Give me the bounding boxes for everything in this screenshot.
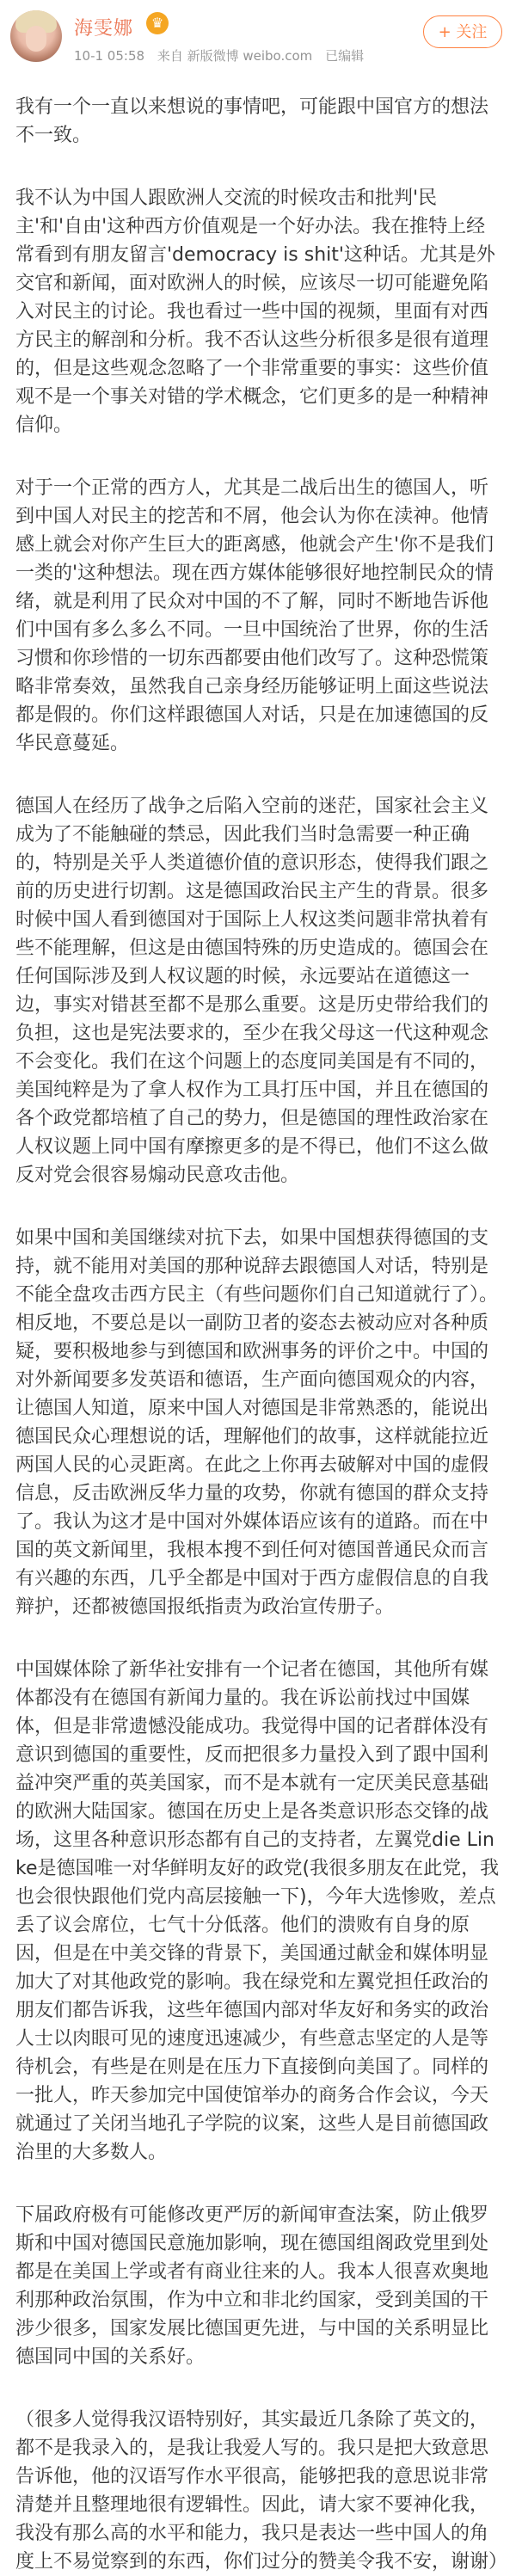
- post-paragraph: 德国人在经历了战争之后陷入空前的迷茫，国家社会主义成为了不能触碰的禁忌，因此我们当时急需要一种正确的，特别是关乎人类道德价值的意识形态，使得我们跟之前的历史进行切割。这是德国政治民主产生的背景。很多时候中国人看到德国对于国际上人权这类问题非常执着有些不能理解，但这是由德国特殊的历史造成的。德国会在任何国际涉及到人权议题的时候，永远要站在道德这一边，事实对错甚至都不是那么重要。这是历史带给我们的负担，这也是宪法要求的，至少在我父母这一代这种观念不会变化。我们在这个问题上的态度同美国是有不同的，美国纯粹是为了拿人权作为工具打压中国，并且在德国的各个政党都培植了自己的势力，但是德国的理性政治家在人权议题上同中国有摩擦更多的是不得已，他们不这么做反对党会很容易煽动民意攻击他。: [15, 796, 489, 1186]
- username-link[interactable]: 海雯娜: [74, 18, 134, 40]
- post-body: [0, 69, 516, 2576]
- follow-button[interactable]: + 关注: [423, 15, 502, 48]
- avatar-face: [26, 26, 46, 52]
- post-paragraph: （很多人觉得我汉语特别好，其实最近几条除了英文的，都不是我录入的，是我让我爱人写的。我只是把大致意思告诉他，他的汉语写作水平很高，能够把我的意思说非常清楚并且整理地很有逻辑性。因此，请大家不要神化我，我没有那么高的水平和能力，我只是表达一些中国人的角度上不易觉察到的东西，你们过分的赞美令我不安，谢谢）: [15, 2409, 508, 2573]
- post-time[interactable]: 10-1 05:58: [74, 48, 145, 64]
- post-source: 来自 新版微博 weibo.com: [157, 48, 313, 64]
- post-paragraph: 我不认为中国人跟欧洲人交流的时候攻击和批判'民主'和'自由'这种西方价值观是一个好办法。我在推特上经常看到有朋友留言'democracy is shit'这种话。尤其是外交官和新闻，面对欧洲人的时候，应该尽一切可能避免陷入对民主的讨论。我也看过一些中国的视频，里面有对西方民主的解剖和分析。我不否认这些分析很多是很有道理的，但是这些观念忽略了一个非常重要的事实：这些价值观不是一个事关对错的学术概念，它们更多的是一种精神信仰。: [15, 188, 495, 436]
- post-meta: [74, 46, 372, 65]
- post-paragraph: 对于一个正常的西方人，尤其是二战后出生的德国人，听到中国人对民主的挖苦和不屑，他会认为你在渎神。他情感上就会对你产生巨大的距离感，他就会产生'你不是我们一类的'这种想法。现在西方媒体能够很好地控制民众的情绪，就是利用了民众对中国的不了解，同时不断地告诉他们中国有多么多么不同。一旦中国统治了世界，你的生活习惯和你珍惜的一切东西都要由他们改写了。这种恐慌策略非常奏效，虽然我自己亲身经历能够证明上面这些说法都是假的。你们这样跟德国人对话，只是在加速德国的反华民意蔓延。: [15, 477, 494, 754]
- post-paragraph: 中国媒体除了新华社安排有一个记者在德国，其他所有媒体都没有在德国有新闻力量的。我在诉讼前找过中国媒体，但是非常遗憾没能成功。我觉得中国的记者群体没有意识到德国的重要性，反而把很多力量投入到了跟中国利益冲突严重的英美国家，而不是本就有一定厌美民意基础的欧洲大陆国家。德国在历史上是各类意识形态交锋的战场，这里各种意识形态都有自己的支持者，左翼党die Linke是德国唯一对华鲜明友好的政党(我很多朋友在此党，我也会很快跟他们党内高层接触一下)，今年大选惨败，差点丢了议会席位，七气十分低落。他们的溃败有自身的原因，但是在中美交锋的背景下，美国通过献金和媒体明显加大了对其他政党的影响。我在绿党和左翼党担任政治的朋友们都告诉我，这些年德国内部对华友好和务实的政治人士以肉眼可见的速度迅速减少，有些意志坚定的人是等待机会，有些是在则是在压力下直接倒向美国了。同样的一批人，昨天参加完中国使馆举办的商务合作会议，今天就通过了关闭当地孔子学院的议案，这些人是目前德国政治里的大多数人。: [15, 1659, 500, 2163]
- post-paragraph: 我有一个一直以来想说的事情吧，可能跟中国官方的想法不一致。: [15, 96, 489, 146]
- crown-icon: ♛: [146, 12, 169, 34]
- post-paragraph: 下届政府极有可能修改更严厉的新闻审查法案，防止俄罗斯和中国对德国民意施加影响，现在德国组阁政党里到处都是在美国上学或者有商业往来的人。我本人很喜欢奥地利那种政治氛围，作为中立和非北约国家，受到美国的干涉少很多，国家发展比德国更先进，与中国的关系明显比德国同中国的关系好。: [15, 2204, 489, 2368]
- avatar[interactable]: [10, 10, 62, 62]
- post-header: [0, 0, 516, 69]
- edited-label[interactable]: 已编辑: [325, 48, 365, 64]
- post-paragraph: 如果中国和美国继续对抗下去，如果中国想获得德国的支持，就不能用对美国的那种说辞去跟德国人对话，特别是不能全盘攻击西方民主（有些问题你们自己知道就行了）。相反地，不要总是以一副防卫者的姿态去被动应对各种质疑，要积极地参与到德国和欧洲事务的评价之中。中国的对外新闻要多发英语和德语，生产面向德国观众的内容，让德国人知道，原来中国人对德国是非常熟悉的，能说出德国民众心理想说的话，理解他们的故事，这样就能拉近两国人民的心灵距离。在此之上你再去破解对中国的虚假信息，反击欧洲反华力量的攻势，你就有德国的群众支持了。我认为这才是中国对外媒体语应该有的道路。而在中国的英文新闻里，我根本搜不到任何对德国普通民众而言有兴趣的东西，几乎全都是中国对于西方虚假信息的自我辩护，还都被德国报纸指责为政治宣传册子。: [15, 1227, 499, 1618]
